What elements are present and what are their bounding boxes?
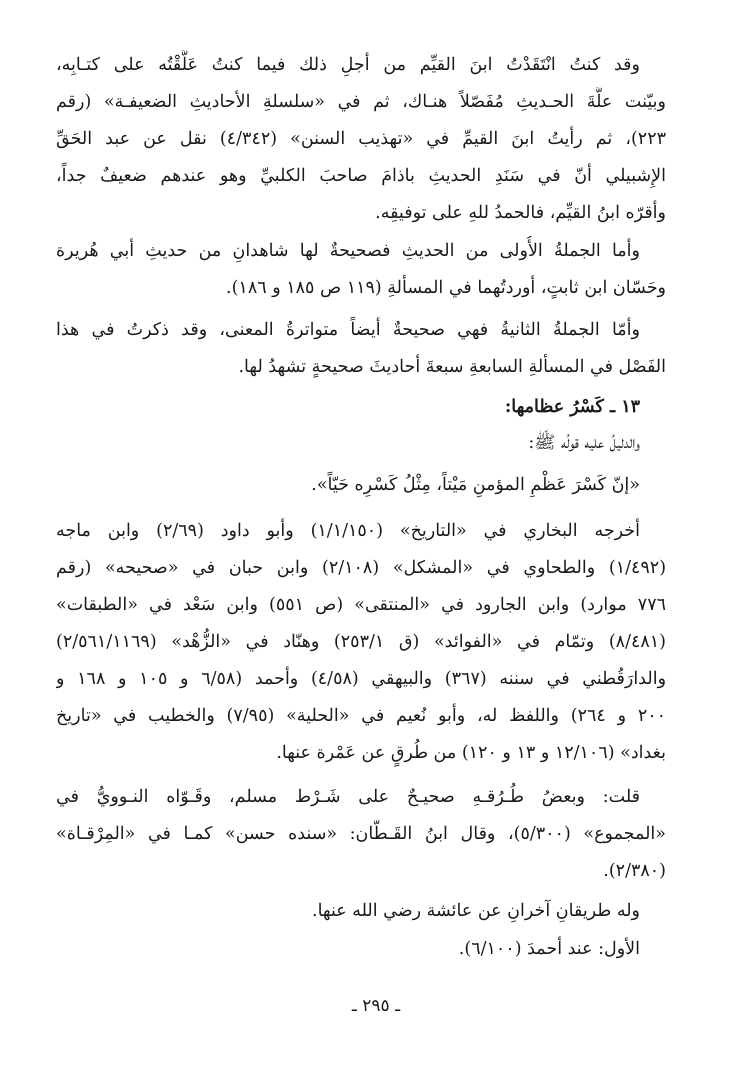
text-line: الإِشبيلي أنّ في سَنَدِ الحديثِ باذامَ صاحبَ الكلبيِّ وهو عندهم ضعيفٌ جداً، [56, 166, 666, 186]
text-line: الفَصْل في المسألةِ السابعةِ سبعةَ أحاديثَ صحيحةٍ تشهدُ لها. [238, 357, 666, 377]
text-line: ٧٧٦ موارد) وابن الجارود في «المنتقى» (ص ٥٥١) وابن سَعْد في «الطبقات» [56, 595, 666, 615]
text-line: وأقرّه ابنُ القيِّم، فالحمدُ للهِ على توفيقِه. [375, 203, 666, 223]
text-line: وله طريقانِ آخرانِ عن عائشة رضي الله عنها. [312, 901, 640, 921]
text-line: وقد كنتُ انْتَقَدْتُ ابنَ القيِّم من أجلِ ذلك فيما كنتُ عَلَّقْتُه على كتـابِه، [56, 55, 640, 75]
text-line: وأما الجملةُ الأُولى من الحديثِ فصحيحةٌ لها شاهدانِ من حديثِ أبي هُريرة [56, 241, 640, 261]
text-line: أخرجه البخاري في «التاريخ» (١/١/١٥٠) وأبو داود (٢/٦٩) وابن ماجه [56, 521, 640, 541]
text-line: وبيّنت علَّةَ الحـديثِ مُفَصّلاً هنـاك، ثم في «سلسلةِ الأحاديثِ الضعيفـة» (رقم [56, 92, 666, 112]
text-line: وأمّا الجملةُ الثانيةُ فهي صحيحةٌ أيضاً متواترةُ المعنى، وقد ذكرتُ في هذا [56, 320, 640, 340]
text-line: (٨/٤٨١) وتمّام في «الفوائد» (ق ٢٥٣/١) وهنّاد في «الزُّهْد» (٢/٥٦١/١١٦٩) [56, 632, 666, 652]
text-line: ٢٢٣)، ثم رأيتُ ابنَ القيمِّ في «تهذيب السنن» (٤/٣٤٢) نقل عن عبد الحَقِّ [56, 129, 666, 149]
text-line: الأول: عند أحمدَ (٦/١٠٠). [458, 939, 640, 959]
text-line: ٢٠٠ و ٢٦٤) واللفظ له، وأبو نُعيم في «الحلية» (٧/٩٥) والخطيب في «تاريخ [56, 706, 666, 726]
text-line: بغداد» (١٢/١٠٦ و ١٣ و ١٢٠) من طُرقٍ عن عَمْرة عنها. [276, 743, 666, 763]
text-line: وحَسّان ابن ثابتٍ، أوردتُهما في المسألةِ (١١٩ ص ١٨٥ و ١٨٦). [226, 278, 666, 298]
text-line: قلت: وبعضُ طُـرُقـهِ صحيـحٌ على شَـرْط مسلم، وقَـوّاه النـوويُّ في [56, 787, 640, 807]
text-line: (٢/٣٨٠). [603, 861, 666, 881]
text-line: والدارَقُطني في سننه (٣٦٧) والبيهقي (٤/٥٨) وأحمد (٦/٥٨ و ١٠٥ و ١٦٨ و [56, 669, 666, 689]
hadith-quote: «إنّ كَسْرَ عَظْمِ المؤمنِ مَيْتاً، مِثْلُ كَسْرِه حَيّاً». [311, 475, 640, 495]
text-line: (١/٤٩٢) والطحاوي في «المشكل» (٢/١٠٨) وابن حبان في «صحيحه» (رقم [56, 558, 666, 578]
text-line: «المجموع» (٥/٣٠٠)، وقال ابنُ القَـطّان: «سنده حسن» كمـا في «المِرْقـاة» [56, 824, 666, 844]
page-number: ـ ٢٩٥ ـ [351, 996, 401, 1016]
section-heading: ١٣ ـ كَسْرُ عظامها: [504, 397, 640, 417]
text-line: والدليلُ عليه قولُه ﷺ: [528, 433, 640, 453]
